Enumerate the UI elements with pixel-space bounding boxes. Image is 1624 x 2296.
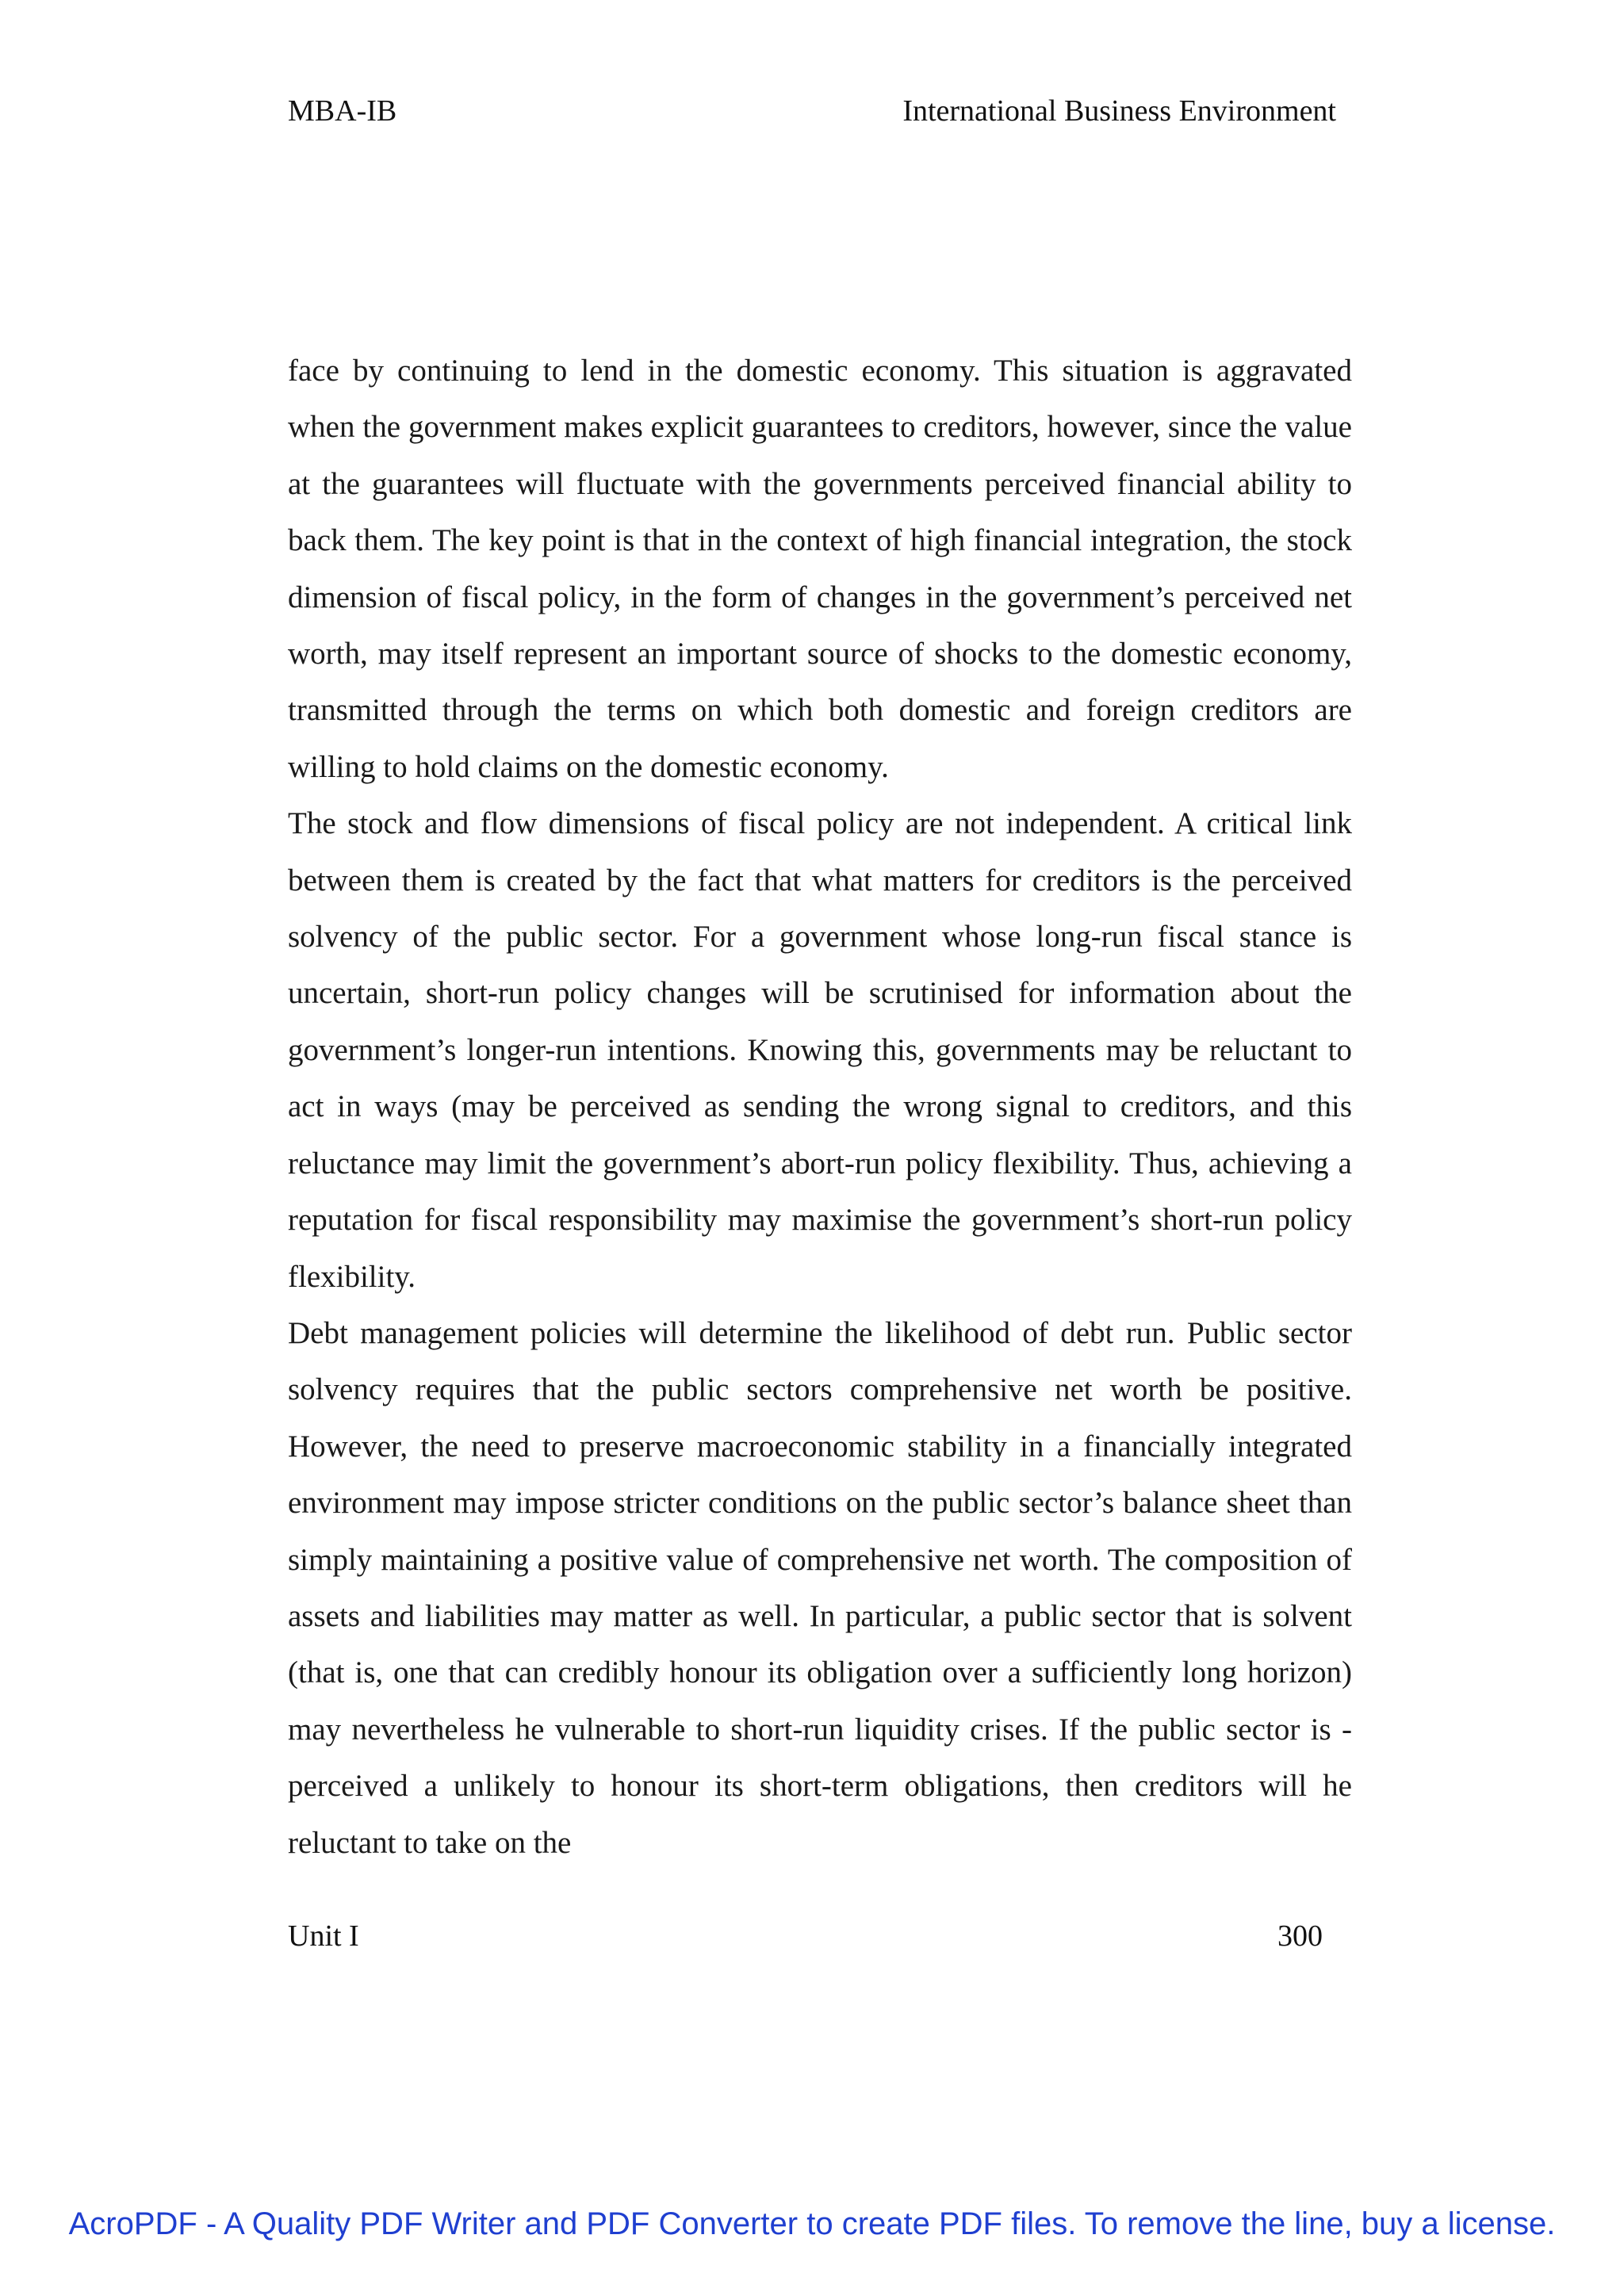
footer-unit-label: Unit I xyxy=(288,1919,359,1953)
paragraph: Debt management policies will determine the likelihood of debt run. Public sector solvency requires that the public sectors comprehensive net worth be positive. However, the need to preserve macroeconomic stability in a financially integrated environment may impose stricter conditions on the public sector’s balance sheet than simply maintaining a positive value of comprehensive net worth. The composition of assets and liabilities may matter as well. In particular, a public sector that is solvent (that is, one that can credibly honour its obligation over a sufficiently long horizon) may nevertheless he vulnerable to short-run liquidity crises. If the public sector is - perceived a unlikely to honour its short-term obligations, then creditors will he reluctant to take on the xyxy=(288,1315,1352,1860)
body-text xyxy=(288,342,1352,1871)
paragraph: The stock and flow dimensions of fiscal policy are not independent. A critical link between them is created by the fact that what matters for creditors is the perceived solvency of the public sector. For a government whose long-run fiscal stance is uncertain, short-run policy changes will be scrutinised for information about the government’s longer-run intentions. Knowing this, governments may be reluctant to act in ways (may be perceived as sending the wrong signal to creditors, and this reluctance may limit the government’s abort-run policy flexibility. Thus, achieving a reputation for fiscal responsibility may maximise the government’s short-run policy flexibility. xyxy=(288,806,1352,1294)
page-footer xyxy=(288,1919,1323,1954)
paragraph: face by continuing to lend in the domestic economy. This situation is aggravated when the government makes explicit guarantees to creditors, however, since the value at the guarantees will fluctuate with the governments perceived financial ability to back them. The key point is that in the context of high financial integration, the stock dimension of fiscal policy, in the form of changes in the government’s perceived net worth, may itself represent an important source of shocks to the domestic economy, transmitted through the terms on which both domestic and foreign creditors are willing to hold claims on the domestic economy. xyxy=(288,354,1352,784)
page-number: 300 xyxy=(1277,1919,1323,1953)
header-course-title: International Business Environment xyxy=(902,94,1336,128)
page-header xyxy=(288,94,1336,128)
header-course-code: MBA-IB xyxy=(288,94,397,128)
watermark-banner: AcroPDF - A Quality PDF Writer and PDF Converter to create PDF files. To remove the line, buy a license. xyxy=(68,2206,1556,2241)
